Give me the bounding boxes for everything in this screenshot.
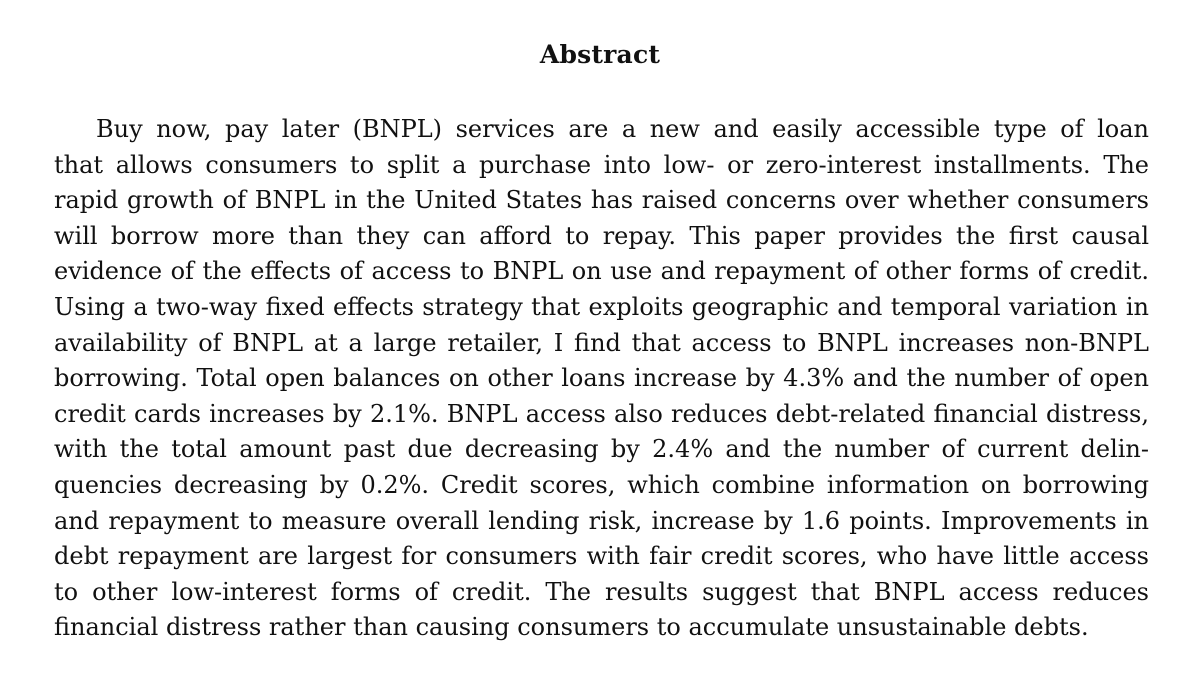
abstract-line: quencies decreasing by 0.2%. Credit scores, which combine information on borrowing (54, 470, 1149, 499)
abstract-heading: Abstract (539, 40, 661, 69)
abstract-line: and repayment to measure overall lending risk, increase by 1.6 points. Improvements in (54, 506, 1149, 535)
abstract-line: debt repayment are largest for consumers with fair credit scores, who have little access (54, 542, 1149, 571)
abstract-line: will borrow more than they can afford to repay. This paper provides the first causal (54, 221, 1149, 250)
abstract-line: that allows consumers to split a purchase into low- or zero-interest installments. The (54, 150, 1149, 179)
abstract-line: borrowing. Total open balances on other loans increase by 4.3% and the number of open (54, 364, 1149, 393)
abstract-line: to other low-interest forms of credit. The results suggest that BNPL access reduces (54, 577, 1149, 606)
abstract-line: financial distress rather than causing consumers to accumulate unsustainable debts. (54, 613, 1089, 642)
abstract-line: Using a two-way fixed effects strategy that exploits geographic and temporal variation in (54, 292, 1149, 321)
abstract-line: rapid growth of BNPL in the United States has raised concerns over whether consumers (54, 186, 1149, 215)
abstract-line: credit cards increases by 2.1%. BNPL access also reduces debt-related financial distress, (54, 399, 1149, 428)
abstract-line: Buy now, pay later (BNPL) services are a new and easily accessible type of loan (96, 115, 1149, 143)
abstract-line: availability of BNPL at a large retailer, I find that access to BNPL increases non-BNPL (54, 328, 1149, 357)
abstract-line: with the total amount past due decreasing by 2.4% and the number of current delin- (54, 435, 1149, 464)
abstract-line: evidence of the effects of access to BNPL on use and repayment of other forms of credit. (54, 257, 1149, 286)
abstract-body (54, 112, 1149, 646)
